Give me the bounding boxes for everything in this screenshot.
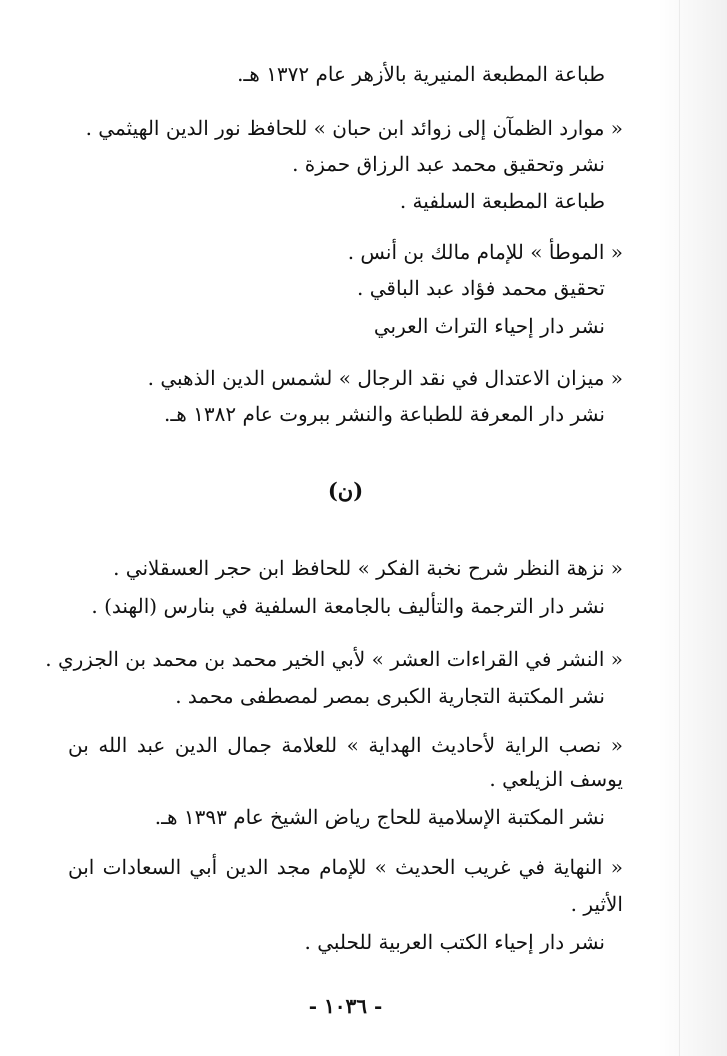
section-heading: (ن) [327, 478, 364, 503]
entry-nashr-title: « النشر في القراءات العشر » لأبي الخير محمد بن محمد بن الجزري . [45, 647, 623, 671]
page-edge-line [679, 0, 680, 1056]
text-line-16: نشر المكتبة الإسلامية للحاج رياض الشيخ عام ١٣٩٣ هـ. [154, 805, 605, 829]
entry-nuzhat-title: « نزهة النظر شرح نخبة الفكر » للحافظ ابن حجر العسقلاني . [113, 556, 623, 580]
text-line-9: نشر دار المعرفة للطباعة والنشر ببروت عام ١٣٨٢ هـ. [164, 402, 605, 426]
text-line-4: طباعة المطبعة السلفية . [399, 189, 605, 213]
text-line-18: الأثير . [570, 892, 623, 916]
entry-muwatta-title: « الموطأ » للإمام مالك بن أنس . [347, 240, 623, 264]
text-line-13: نشر المكتبة التجارية الكبرى بمصر لمصطفى محمد . [175, 684, 605, 708]
document-page [45, 0, 623, 1056]
entry-nasb-title: « نصب الراية لأحاديث الهداية » للعلامة جمال الدين عبد الله بن [68, 733, 623, 757]
text-line-11: نشر دار الترجمة والتأليف بالجامعة السلفية في بنارس (الهند) . [91, 594, 605, 618]
entry-nihaya-title: « النهاية في غريب الحديث » للإمام مجد الدين أبي السعادات ابن [68, 855, 623, 879]
page-edge-shadow [657, 0, 727, 1056]
text-line-19: نشر دار إحياء الكتب العربية للحلبي . [304, 930, 605, 954]
text-line-6: تحقيق محمد فؤاد عبد الباقي . [357, 276, 605, 300]
text-line-3: نشر وتحقيق محمد عبد الرزاق حمزة . [292, 152, 605, 176]
entry-mizan-title: « ميزان الاعتدال في نقد الرجال » لشمس الدين الذهبي . [147, 366, 623, 390]
text-line-7: نشر دار إحياء التراث العربي [373, 314, 605, 338]
text-line-1: طباعة المطبعة المنيرية بالأزهر عام ١٣٧٢ هـ. [237, 62, 605, 86]
text-line-15: يوسف الزيلعي . [489, 767, 623, 791]
entry-mawarid-title: « موارد الظمآن إلى زوائد ابن حبان » للحافظ نور الدين الهيثمي . [85, 116, 623, 140]
page-number: - ١٠٣٦ - [308, 994, 383, 1018]
